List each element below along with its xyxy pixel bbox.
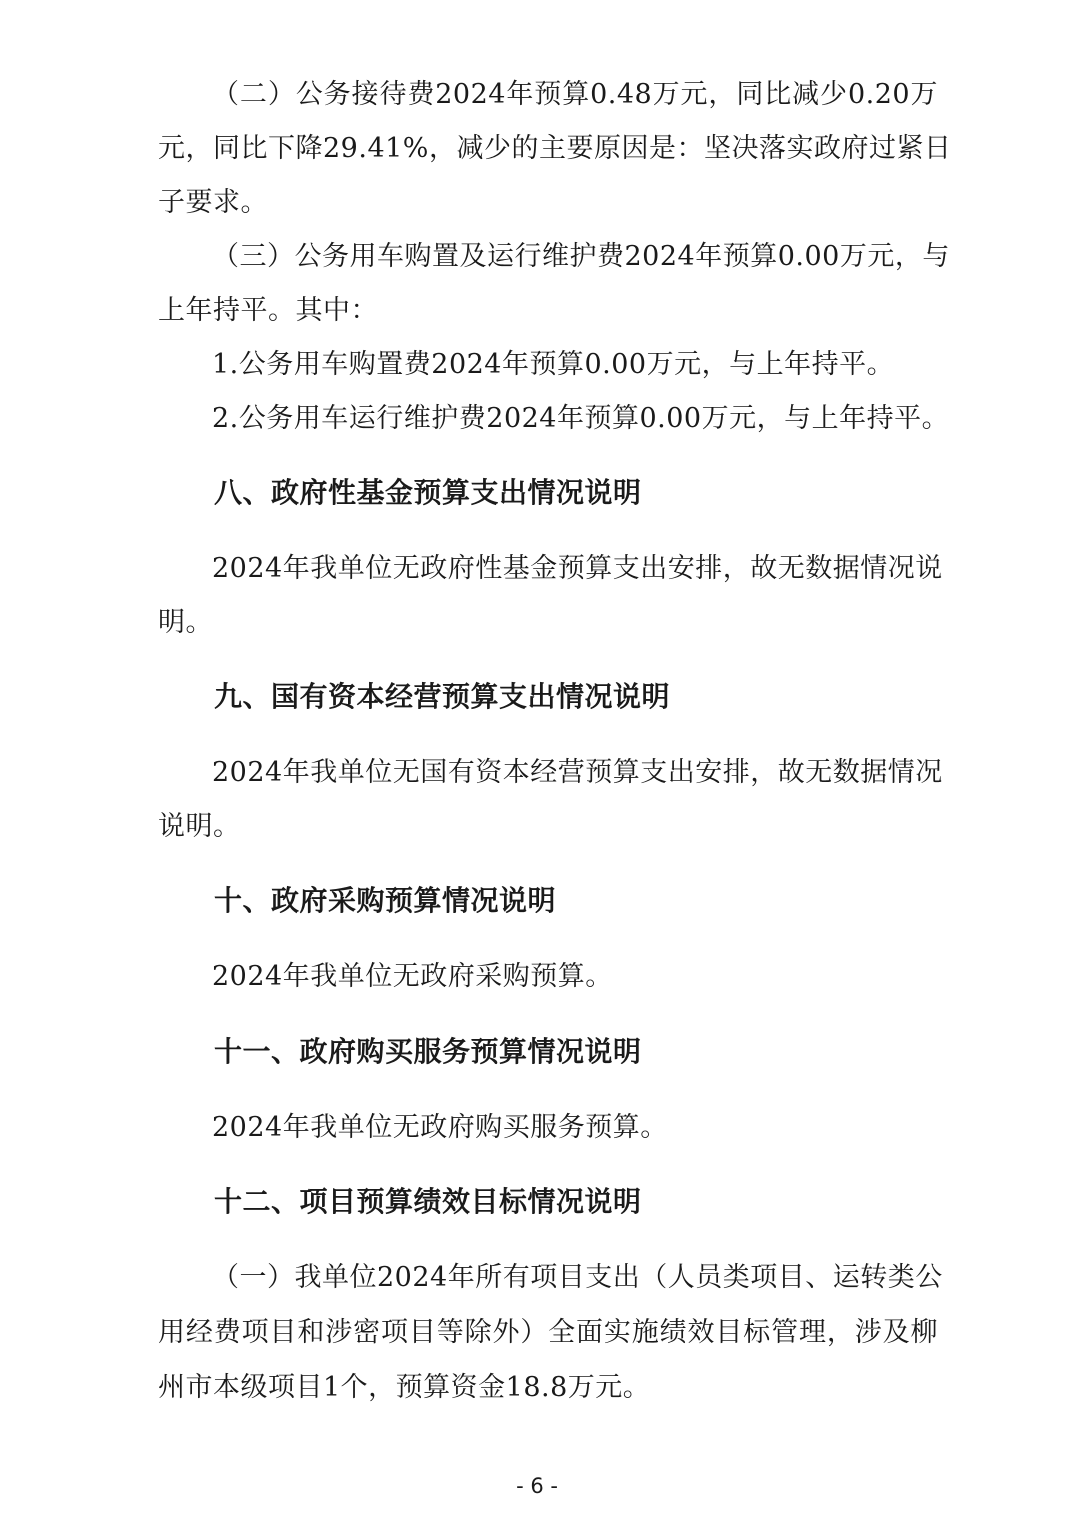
section-12-line-1: （一）我单位2024年所有项目支出（人员类项目、运转类公	[212, 1262, 943, 1293]
section-9-line-1: 2024年我单位无国有资本经营预算支出安排，故无数据情况	[212, 757, 943, 788]
section-8-line-1: 2024年我单位无政府性基金预算支出安排，故无数据情况说	[212, 553, 943, 584]
section-10-line-1: 2024年我单位无政府采购预算。	[212, 961, 613, 992]
section-heading-9: 九、国有资本经营预算支出情况说明	[214, 680, 671, 713]
section-8-line-2: 明。	[158, 607, 213, 638]
paragraph-vehicle-fee-line-2: 上年持平。其中：	[158, 295, 378, 326]
section-9-line-2: 说明。	[158, 811, 241, 842]
paragraph-reception-fee-line-2: 元，同比下降29.41%，减少的主要原因是：坚决落实政府过紧日	[158, 133, 952, 164]
paragraph-vehicle-fee-line-1: （三）公务用车购置及运行维护费2024年预算0.00万元，与	[212, 241, 950, 272]
paragraph-reception-fee-line-3: 子要求。	[158, 187, 268, 218]
section-heading-10: 十、政府采购预算情况说明	[214, 884, 557, 917]
section-heading-11: 十一、政府购买服务预算情况说明	[214, 1035, 642, 1068]
paragraph-vehicle-maintenance: 2.公务用车运行维护费2024年预算0.00万元，与上年持平。	[212, 403, 950, 434]
page-number: - 6 -	[516, 1474, 558, 1498]
section-heading-12: 十二、项目预算绩效目标情况说明	[214, 1185, 642, 1218]
paragraph-vehicle-purchase: 1.公务用车购置费2024年预算0.00万元，与上年持平。	[212, 349, 895, 380]
section-heading-8: 八、政府性基金预算支出情况说明	[214, 476, 642, 509]
section-12-line-3: 州市本级项目1个，预算资金18.8万元。	[158, 1372, 651, 1403]
paragraph-reception-fee-line-1: （二）公务接待费2024年预算0.48万元，同比减少0.20万	[212, 79, 938, 110]
section-11-line-1: 2024年我单位无政府购买服务预算。	[212, 1112, 668, 1143]
section-12-line-2: 用经费项目和涉密项目等除外）全面实施绩效目标管理，涉及柳	[158, 1317, 938, 1348]
